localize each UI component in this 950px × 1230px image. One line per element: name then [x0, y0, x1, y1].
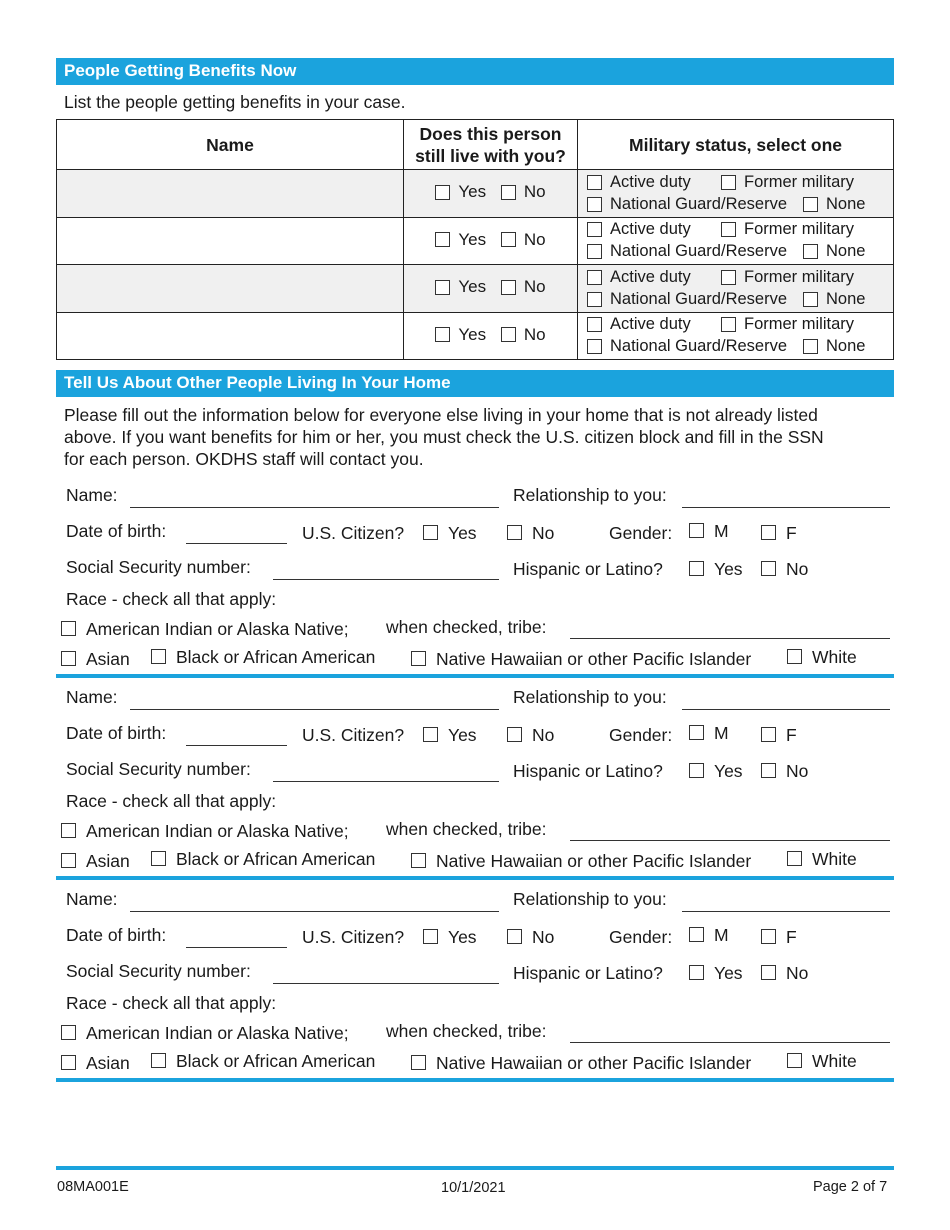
- female-checkbox[interactable]: [761, 929, 776, 944]
- ssn-label: Social Security number:: [66, 759, 251, 779]
- race-nhpi[interactable]: Native Hawaiian or other Pacific Islander: [411, 649, 751, 670]
- aian-checkbox[interactable]: [61, 823, 76, 838]
- lives-with-you-cell: Yes No: [404, 217, 578, 265]
- race-asian[interactable]: Asian: [61, 851, 130, 872]
- lives-with-you-cell: Yes No: [404, 265, 578, 313]
- tribe-label: when checked, tribe:: [386, 819, 547, 839]
- page-number: Page 2 of 7: [813, 1179, 888, 1195]
- relationship-label: Relationship to you:: [513, 485, 667, 505]
- active-duty-checkbox[interactable]: [587, 222, 602, 237]
- military-cell: Active duty Former military National Guard/Reserve None: [578, 217, 894, 265]
- race-white[interactable]: White: [787, 849, 857, 870]
- race-aian[interactable]: American Indian or Alaska Native;: [61, 821, 349, 842]
- section-header-other-people: Tell Us About Other People Living In Your Home: [56, 370, 894, 397]
- dob-line[interactable]: [186, 947, 287, 948]
- lives-with-you-cell: Yes No: [404, 312, 578, 360]
- none-checkbox[interactable]: [803, 292, 818, 307]
- female-checkbox[interactable]: [761, 525, 776, 540]
- dob-label: Date of birth:: [66, 521, 167, 541]
- white-checkbox[interactable]: [787, 649, 802, 664]
- citizen-no[interactable]: No: [507, 725, 554, 746]
- person-block-2: [56, 678, 894, 880]
- asian-checkbox[interactable]: [61, 651, 76, 666]
- name-cell[interactable]: [57, 217, 404, 265]
- hispanic-no-checkbox[interactable]: [761, 763, 776, 778]
- gender-label: Gender:: [609, 725, 673, 745]
- asian-checkbox[interactable]: [61, 1055, 76, 1070]
- citizen-yes-checkbox[interactable]: [423, 727, 438, 742]
- gender-female[interactable]: F: [761, 523, 797, 544]
- relationship-line[interactable]: [682, 709, 890, 710]
- gender-label: Gender:: [609, 927, 673, 947]
- hispanic-yes-checkbox[interactable]: [689, 965, 704, 980]
- section-header-benefits: People Getting Benefits Now: [56, 58, 894, 85]
- race-black[interactable]: Black or African American: [151, 1051, 375, 1072]
- name-cell[interactable]: [57, 312, 404, 360]
- table-row: [57, 265, 894, 313]
- former-military-checkbox[interactable]: [721, 270, 736, 285]
- yes-checkbox[interactable]: [435, 185, 450, 200]
- hispanic-yes-checkbox[interactable]: [689, 561, 704, 576]
- hispanic-no-checkbox[interactable]: [761, 965, 776, 980]
- footer-divider: [56, 1166, 894, 1170]
- asian-checkbox[interactable]: [61, 853, 76, 868]
- hispanic-no-checkbox[interactable]: [761, 561, 776, 576]
- military-cell: Active duty Former military National Guard/Reserve None: [578, 265, 894, 313]
- no-checkbox[interactable]: [501, 232, 516, 247]
- former-military-checkbox[interactable]: [721, 175, 736, 190]
- black-checkbox[interactable]: [151, 649, 166, 664]
- hispanic-yes-checkbox[interactable]: [689, 763, 704, 778]
- relationship-label: Relationship to you:: [513, 889, 667, 909]
- ssn-line[interactable]: [273, 983, 499, 984]
- active-duty-checkbox[interactable]: [587, 175, 602, 190]
- race-label: Race - check all that apply:: [66, 589, 277, 609]
- gender-male[interactable]: M: [689, 925, 729, 946]
- active-duty-checkbox[interactable]: [587, 317, 602, 332]
- aian-checkbox[interactable]: [61, 621, 76, 636]
- hispanic-yes[interactable]: Yes: [689, 761, 743, 782]
- national-guard-checkbox[interactable]: [587, 292, 602, 307]
- table-row: [57, 217, 894, 265]
- person-block-1: [56, 476, 894, 678]
- male-checkbox[interactable]: [689, 725, 704, 740]
- ssn-line[interactable]: [273, 579, 499, 580]
- tribe-line[interactable]: [570, 840, 890, 841]
- col-header-name: Name: [57, 120, 404, 170]
- ssn-label: Social Security number:: [66, 961, 251, 981]
- name-label: Name:: [66, 485, 118, 505]
- divider: [56, 1078, 894, 1082]
- aian-checkbox[interactable]: [61, 1025, 76, 1040]
- white-checkbox[interactable]: [787, 1053, 802, 1068]
- dob-label: Date of birth:: [66, 925, 167, 945]
- other-people-intro: Please fill out the information below for everyone else living in your home that is not already listed above. If you want benefits for him or her, you must check the U.S. citizen block and fill in the SSN for each person. OKDHS staff will contact you.: [64, 405, 824, 469]
- ssn-label: Social Security number:: [66, 557, 251, 577]
- name-label: Name:: [66, 889, 118, 909]
- citizen-label: U.S. Citizen?: [302, 927, 405, 947]
- citizen-no-checkbox[interactable]: [507, 727, 522, 742]
- former-military-checkbox[interactable]: [721, 317, 736, 332]
- name-line[interactable]: [130, 709, 499, 710]
- national-guard-checkbox[interactable]: [587, 244, 602, 259]
- yes-checkbox[interactable]: [435, 327, 450, 342]
- relationship-label: Relationship to you:: [513, 687, 667, 707]
- hispanic-label: Hispanic or Latino?: [513, 761, 663, 781]
- black-checkbox[interactable]: [151, 851, 166, 866]
- hispanic-no[interactable]: No: [761, 559, 808, 580]
- no-checkbox[interactable]: [501, 280, 516, 295]
- race-nhpi[interactable]: Native Hawaiian or other Pacific Islander: [411, 1053, 751, 1074]
- hispanic-no[interactable]: No: [761, 963, 808, 984]
- race-aian[interactable]: American Indian or Alaska Native;: [61, 1023, 349, 1044]
- race-asian[interactable]: Asian: [61, 649, 130, 670]
- dob-line[interactable]: [186, 745, 287, 746]
- person-block-3: [56, 880, 894, 1082]
- relationship-line[interactable]: [682, 507, 890, 508]
- no-checkbox[interactable]: [501, 185, 516, 200]
- hispanic-yes[interactable]: Yes: [689, 963, 743, 984]
- tribe-label: when checked, tribe:: [386, 617, 547, 637]
- gender-male[interactable]: M: [689, 521, 729, 542]
- no-checkbox[interactable]: [501, 327, 516, 342]
- nhpi-checkbox[interactable]: [411, 651, 426, 666]
- citizen-yes[interactable]: Yes: [423, 725, 477, 746]
- name-label: Name:: [66, 687, 118, 707]
- hispanic-yes[interactable]: Yes: [689, 559, 743, 580]
- race-black[interactable]: Black or African American: [151, 849, 375, 870]
- gender-female[interactable]: F: [761, 725, 797, 746]
- benefits-intro: List the people getting benefits in your case.: [64, 92, 406, 112]
- male-checkbox[interactable]: [689, 927, 704, 942]
- male-checkbox[interactable]: [689, 523, 704, 538]
- name-cell[interactable]: [57, 170, 404, 218]
- dob-line[interactable]: [186, 543, 287, 544]
- table-row: [57, 170, 894, 218]
- citizen-no[interactable]: No: [507, 523, 554, 544]
- lives-with-you-cell: Yes No: [404, 170, 578, 218]
- ssn-line[interactable]: [273, 781, 499, 782]
- tribe-line[interactable]: [570, 1042, 890, 1043]
- race-asian[interactable]: Asian: [61, 1053, 130, 1074]
- race-label: Race - check all that apply:: [66, 993, 277, 1013]
- race-black[interactable]: Black or African American: [151, 647, 375, 668]
- active-duty-checkbox[interactable]: [587, 270, 602, 285]
- citizen-label: U.S. Citizen?: [302, 725, 405, 745]
- hispanic-label: Hispanic or Latino?: [513, 559, 663, 579]
- national-guard-checkbox[interactable]: [587, 339, 602, 354]
- hispanic-no[interactable]: No: [761, 761, 808, 782]
- citizen-no-checkbox[interactable]: [507, 525, 522, 540]
- col-header-military: Military status, select one: [578, 120, 894, 170]
- col-header-lives-with-you: Does this person still live with you?: [404, 120, 578, 170]
- race-white[interactable]: White: [787, 1051, 857, 1072]
- hispanic-label: Hispanic or Latino?: [513, 963, 663, 983]
- form-date: 10/1/2021: [441, 1180, 506, 1196]
- citizen-yes[interactable]: Yes: [423, 927, 477, 948]
- former-military-checkbox[interactable]: [721, 222, 736, 237]
- military-cell: Active duty Former military National Guard/Reserve None: [578, 170, 894, 218]
- gender-male[interactable]: M: [689, 723, 729, 744]
- table-row: [57, 312, 894, 360]
- benefits-table: [56, 119, 894, 360]
- dob-label: Date of birth:: [66, 723, 167, 743]
- form-number: 08MA001E: [57, 1179, 129, 1195]
- citizen-yes[interactable]: Yes: [423, 523, 477, 544]
- race-label: Race - check all that apply:: [66, 791, 277, 811]
- nhpi-checkbox[interactable]: [411, 853, 426, 868]
- race-white[interactable]: White: [787, 647, 857, 668]
- tribe-line[interactable]: [570, 638, 890, 639]
- national-guard-checkbox[interactable]: [587, 197, 602, 212]
- citizen-yes-checkbox[interactable]: [423, 929, 438, 944]
- name-line[interactable]: [130, 911, 499, 912]
- white-checkbox[interactable]: [787, 851, 802, 866]
- tribe-label: when checked, tribe:: [386, 1021, 547, 1041]
- name-line[interactable]: [130, 507, 499, 508]
- yes-checkbox[interactable]: [435, 232, 450, 247]
- female-checkbox[interactable]: [761, 727, 776, 742]
- yes-checkbox[interactable]: [435, 280, 450, 295]
- name-cell[interactable]: [57, 265, 404, 313]
- nhpi-checkbox[interactable]: [411, 1055, 426, 1070]
- black-checkbox[interactable]: [151, 1053, 166, 1068]
- gender-label: Gender:: [609, 523, 673, 543]
- none-checkbox[interactable]: [803, 244, 818, 259]
- relationship-line[interactable]: [682, 911, 890, 912]
- citizen-no-checkbox[interactable]: [507, 929, 522, 944]
- none-checkbox[interactable]: [803, 197, 818, 212]
- citizen-label: U.S. Citizen?: [302, 523, 405, 543]
- citizen-no[interactable]: No: [507, 927, 554, 948]
- race-nhpi[interactable]: Native Hawaiian or other Pacific Islander: [411, 851, 751, 872]
- none-checkbox[interactable]: [803, 339, 818, 354]
- table-header-row: [57, 120, 894, 170]
- citizen-yes-checkbox[interactable]: [423, 525, 438, 540]
- gender-female[interactable]: F: [761, 927, 797, 948]
- military-cell: Active duty Former military National Guard/Reserve None: [578, 312, 894, 360]
- race-aian[interactable]: American Indian or Alaska Native;: [61, 619, 349, 640]
